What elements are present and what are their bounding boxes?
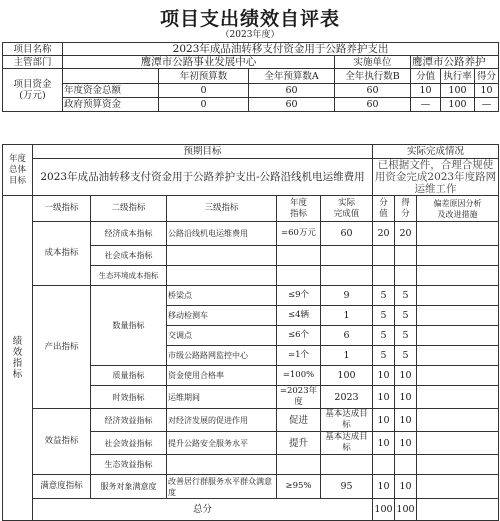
header-reason: 偏差原因分析 及改进措施 [417,196,499,222]
funds-cell: — [411,98,441,112]
metric-target: =1个 [277,346,321,366]
funds-cell: 60 [335,84,411,98]
funds-cell: 100 [441,84,475,98]
metric-actual: 1 [321,306,373,326]
metric-weight: 10 [373,475,395,499]
page-title: 项目支出绩效自评表 [159,8,340,30]
metric-score: 5 [395,306,417,326]
metric-l2: 质量指标 [91,366,167,386]
metric-actual: 100 [321,366,373,386]
metric-weight: 5 [373,306,395,326]
header-level1: 一级指标 [33,196,91,222]
funds-cell: — [475,98,499,112]
metric-l2: 数量指标 [91,286,167,366]
performance-table [2,144,499,521]
funds-blank-header [63,69,159,84]
metric-actual: 9 [321,286,373,306]
funds-label: 项目资金 (万元) [3,69,63,112]
metric-reason [417,346,499,366]
metric-score: 10 [395,386,417,409]
metric-weight: 5 [373,286,395,306]
header-score: 得 分 [395,196,417,222]
metric-score: 10 [395,409,417,432]
group-cost: 成本指标 [33,222,91,286]
metric-actual: 2023 [321,386,373,409]
total-reason [417,499,499,521]
metric-reason [417,432,499,455]
metric-target: ≤6个 [277,326,321,346]
metric-l2: 服务对象满意度 [91,475,167,499]
header-actual: 实际 完成值 [321,196,373,222]
metric-weight: 5 [373,326,395,346]
metric-score: 10 [395,432,417,455]
metric-reason [417,222,499,246]
metric-score [395,266,417,286]
metric-l3 [167,266,277,286]
metric-l2: 经济效益指标 [91,409,167,432]
metric-l3: 移动检测车 [167,306,277,326]
group-output: 产出指标 [33,286,91,409]
funds-cell: 0 [159,98,249,112]
metric-weight [373,266,395,286]
metric-reason [417,306,499,326]
metric-actual: 95 [321,475,373,499]
metric-l3: 提升公路安全服务水平 [167,432,277,455]
metric-reason [417,266,499,286]
project-name-value: 2023年成品油转移支付资金用于公路养护支出 [63,43,499,56]
metric-score: 5 [395,346,417,366]
metric-reason [417,455,499,475]
metric-score: 20 [395,222,417,246]
goals-expected-header: 预期目标 [33,145,373,159]
total-weight: 100 [373,499,395,521]
goals-actual-text: 已根据文件，合理合规使用资金完成2023年度路网运维工作 [373,159,499,196]
metric-target [277,455,321,475]
metric-target: =60万元 [277,222,321,246]
col-score-weight: 分值 [411,69,441,84]
metric-target: ≥95% [277,475,321,499]
metric-weight [373,455,395,475]
header-level3: 三级指标 [167,196,277,222]
metric-actual: 基本达成目标 [321,409,373,432]
metric-l2: 时效指标 [91,386,167,409]
metric-target: =2023年度 [277,386,321,409]
metric-weight: 10 [373,386,395,409]
impl-label: 实施单位 [335,56,411,69]
dept-label: 主管部门 [3,56,63,69]
metric-target [277,266,321,286]
metric-l2: 社会成本指标 [91,246,167,266]
metric-reason [417,475,499,499]
goals-actual-header: 实际完成情况 [373,145,499,159]
funds-cell: 60 [249,84,335,98]
metric-target: ≤9个 [277,286,321,306]
metric-weight: 10 [373,409,395,432]
col-exec-rate: 执行率 [441,69,475,84]
metric-l3 [167,455,277,475]
dept-value: 鹰潭市公路事业发展中心 [63,56,335,69]
metric-l3: 市级公路路网监控中心 [167,346,277,366]
metric-actual: 6 [321,326,373,346]
metrics-section-label: 绩 效 指 标 [3,196,33,521]
metric-l3: 运维期间 [167,386,277,409]
metric-score: 5 [395,326,417,346]
metric-l2: 生态效益指标 [91,455,167,475]
metric-target [277,246,321,266]
metric-l3 [167,246,277,266]
metric-actual: 60 [321,222,373,246]
funds-row-total-label: 年度资金总额 [63,84,159,98]
header-level2: 二级指标 [91,196,167,222]
total-score: 100 [395,499,417,521]
funds-cell: 60 [335,98,411,112]
group-satisfaction: 满意度指标 [33,475,91,499]
project-name-label: 项目名称 [3,43,63,56]
metric-weight: 5 [373,346,395,366]
metric-l2: 经济成本指标 [91,222,167,246]
col-budget-full: 全年预算数A [249,69,335,84]
metric-actual [321,246,373,266]
goals-section-label: 年度 总体 目标 [3,145,33,196]
metric-weight [373,246,395,266]
col-score: 得分 [475,69,499,84]
metric-reason [417,386,499,409]
metric-score: 10 [395,366,417,386]
metric-weight: 20 [373,222,395,246]
metric-reason [417,326,499,346]
metric-reason [417,366,499,386]
group-benefit: 效益指标 [33,409,91,475]
header-target: 年度 指标 [277,196,321,222]
goals-expected-text: 2023年成品油转移支付资金用于公路养护支出-公路沿线机电运维费用 [33,159,373,196]
metric-actual: 基本达成目标 [321,432,373,455]
metric-l3: 桥梁点 [167,286,277,306]
metric-target: ≤4辆 [277,306,321,326]
metric-score [395,455,417,475]
metric-score: 5 [395,286,417,306]
metric-score [395,246,417,266]
metric-l3: 公路沿线机电运维费用 [167,222,277,246]
metric-actual [321,266,373,286]
impl-value: 鹰潭市公路养护 [411,56,499,69]
metric-target: 促进 [277,409,321,432]
funds-cell: 100 [441,98,475,112]
funds-row-gov-label: 政府预算资金 [63,98,159,112]
metric-l3: 对经济发展的促进作用 [167,409,277,432]
project-info-table [2,42,499,125]
metric-l3: 交调点 [167,326,277,346]
header-weight: 分 值 [373,196,395,222]
metric-reason [417,246,499,266]
col-budget-start: 年初预算数 [159,69,249,84]
metric-reason [417,409,499,432]
metric-target: 提升 [277,432,321,455]
metric-actual: 1 [321,346,373,366]
metric-l3: 资金使用合格率 [167,366,277,386]
funds-cell: 10 [411,84,441,98]
page-subtitle: （2023年度） [220,30,280,40]
metric-weight: 10 [373,432,395,455]
spacer-row [3,112,499,125]
metric-weight: 10 [373,366,395,386]
col-exec-full: 全年执行数B [335,69,411,84]
metric-reason [417,286,499,306]
metric-l3: 改善居行群服务水平群众满意度 [167,475,277,499]
metric-l2: 生态环境成本指标 [91,266,167,286]
metric-score: 10 [395,475,417,499]
funds-cell: 0 [159,84,249,98]
metric-l2: 社会效益指标 [91,432,167,455]
total-label: 总分 [33,499,373,521]
funds-cell: 10 [475,84,499,98]
metric-actual [321,455,373,475]
metric-target: =100% [277,366,321,386]
funds-cell: 60 [249,98,335,112]
